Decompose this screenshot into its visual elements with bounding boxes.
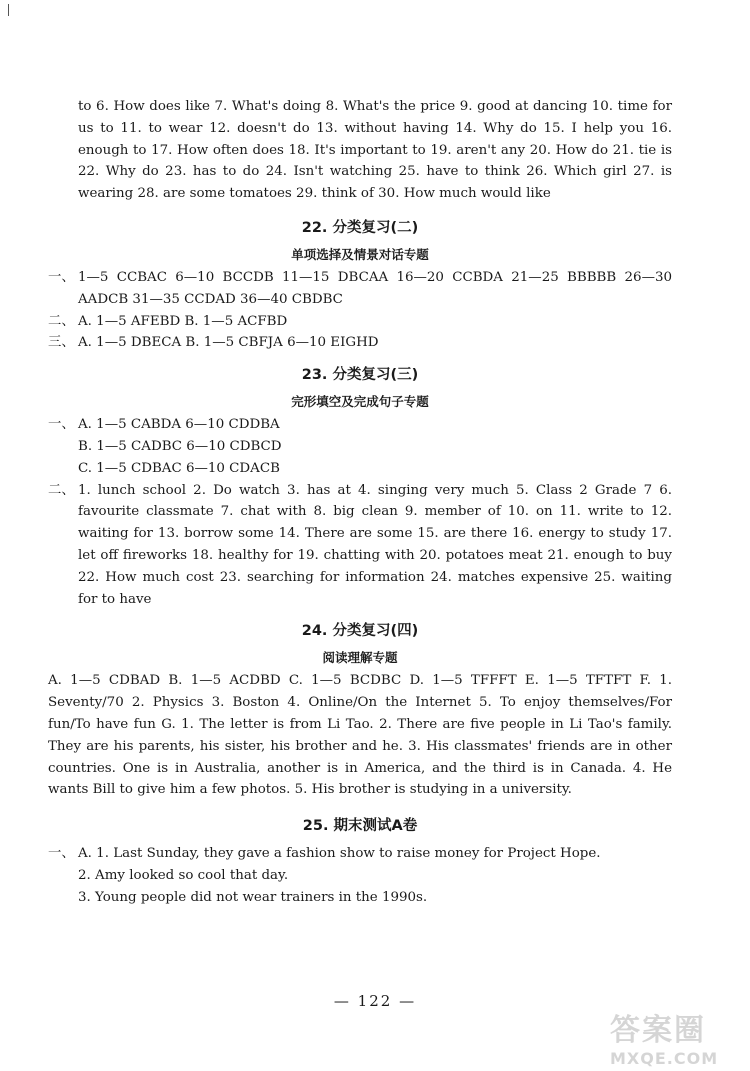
item-number: 三、 [48, 335, 75, 351]
item-number: 一、 [48, 269, 75, 285]
watermark-logo [610, 1005, 740, 1068]
section-22-item-3 [48, 332, 672, 354]
item-text: A. 1—5 AFEBD B. 1—5 ACFBD [78, 313, 288, 329]
item-number: 一、 [48, 417, 75, 433]
section-23-item-1 [48, 414, 672, 436]
section-22-title: 22. 分类复习(二) [301, 219, 419, 236]
section-25-line-3: 3. Young people did not wear trainers in the 1990s. [78, 889, 428, 905]
item-text: A. 1. Last Sunday, they gave a fashion show to raise money for Project Hope. [78, 846, 601, 862]
section-22 [48, 217, 672, 354]
section-25-item-1 [48, 843, 672, 865]
section-23-subtitle: 完形填空及完成句子专题 [291, 394, 429, 410]
item-text: A. 1—5 CABDA 6—10 CDDBA [78, 417, 280, 433]
watermark-bottom-text: MXQE.COM [610, 1049, 719, 1068]
section-23 [48, 364, 672, 610]
item-text: 1—5 CCBAC 6—10 BCCDB 11—15 DBCAA 16—20 CCBDA 21—25 BBBBB 26—30 AADCB 31—35 CCDAD 36—40 CBDBC [78, 269, 672, 307]
item-number: 二、 [48, 313, 75, 329]
item-text: A. 1—5 DBECA B. 1—5 CBFJA 6—10 EIGHD [78, 335, 379, 351]
watermark-top-text: 答案圈 [610, 1013, 706, 1048]
section-22-item-2 [48, 311, 672, 333]
section-24 [48, 620, 672, 801]
item-number: 二、 [48, 482, 75, 498]
section-22-item-1 [48, 267, 672, 311]
section-24-answers: A. 1—5 CDBAD B. 1—5 ACDBD C. 1—5 BCDBC D. 1—5 TFFFT E. 1—5 TFTFT F. 1. Seventy/70 2. Physics 3. Boston 4. Online/On the Internet 5. To enjoy themselves/For fun/To have fun G. 1. The letter is from Li Tao. 2. There are five people in Li Tao's family. They are his parents, his sister, his brother and he. 3. His classmates' friends are in other countries. One is in Australia, another is in America, and the third is in Canada. 4. He wants Bill to give him a few photos. 5. His brother is studying in a university. [48, 673, 672, 798]
item-number: 一、 [48, 846, 75, 862]
section-24-subtitle: 阅读理解专题 [322, 650, 398, 666]
page-number: — 122 — [333, 992, 417, 1010]
section-23-item-1c: C. 1—5 CDBAC 6—10 CDACB [78, 460, 280, 476]
section-23-item-1b: B. 1—5 CADBC 6—10 CDBCD [78, 438, 282, 454]
section-22-subtitle: 单项选择及情景对话专题 [291, 246, 429, 262]
item-text: 1. lunch school 2. Do watch 3. has at 4. singing very much 5. Class 2 Grade 7 6. favourite classmate 7. chat with 8. big clean 9. member of 10. on 11. write to 12. waiting for 13. borrow some 14. There are some 15. are there 16. energy to study 17. let off fireworks 18. healthy for 19. chatting with 20. potatoes meat 21. enough to buy 22. How much cost 23. searching for information 24. matches expensive 25. waiting for to have [78, 482, 672, 607]
section-23-title: 23. 分类复习(三) [301, 367, 419, 384]
section-23-item-2 [48, 480, 672, 611]
section-25-title: 25. 期末测试A卷 [302, 818, 418, 835]
section-25 [48, 815, 672, 908]
section-25-line-2: 2. Amy looked so cool that day. [78, 867, 289, 883]
section-24-title: 24. 分类复习(四) [301, 623, 419, 640]
intro-answers: to 6. How does like 7. What's doing 8. What's the price 9. good at dancing 10. time for us to 11. to wear 12. doesn't do 13. without having 14. Why do 15. I help you 16. enough to 17. How often does 18. It's important to 19. aren't any 20. How do 21. tie is 22. Why do 23. has to do 24. Isn't watching 25. have to think 26. Which girl 27. is wearing 28. are some tomatoes 29. think of 30. How much would like [78, 99, 672, 202]
